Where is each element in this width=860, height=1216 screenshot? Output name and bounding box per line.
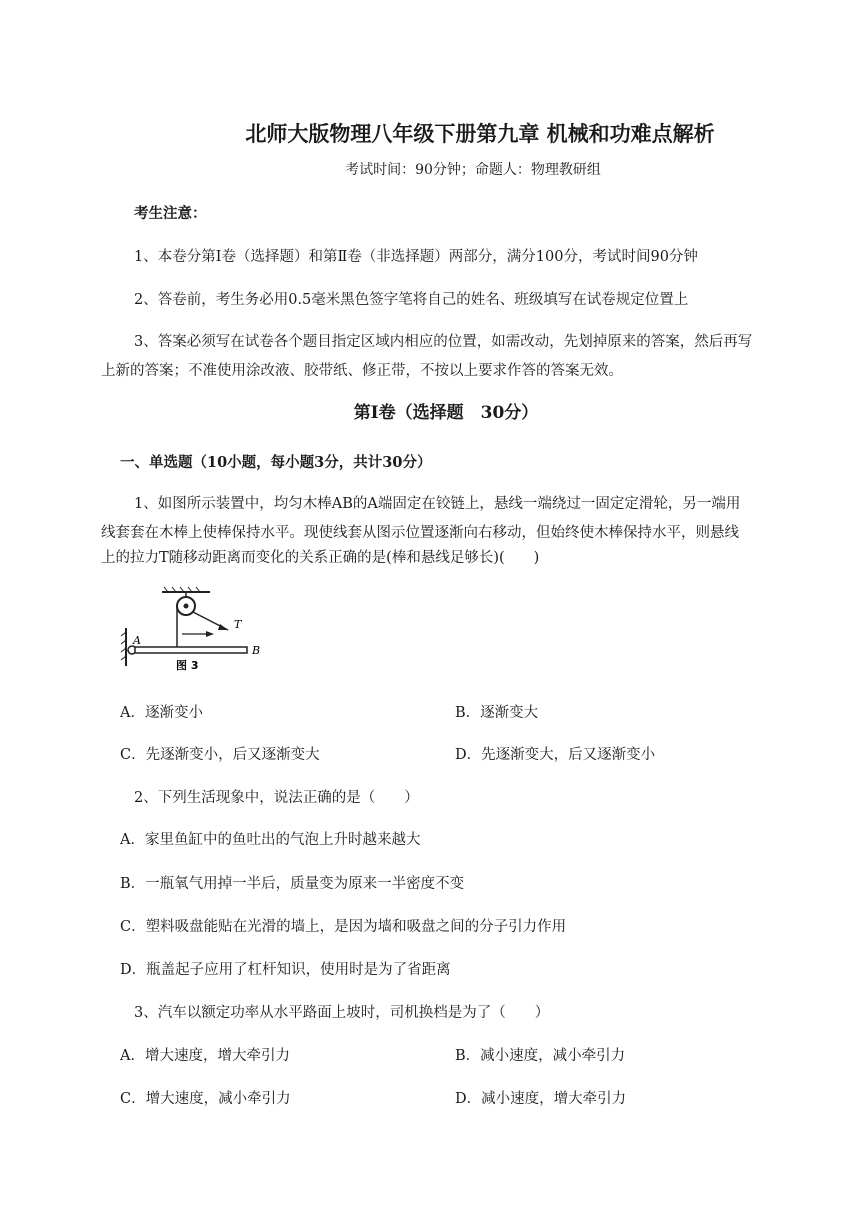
option: A．家里鱼缸中的鱼吐出的气泡上升时越来越大 [120,832,421,848]
option: A．逐渐变小 [120,705,203,721]
lever-pulley-diagram [120,586,270,676]
option: C．增大速度，减小牵引力 [120,1091,291,1107]
figure-caption: 图 3 [176,659,199,672]
option: A．增大速度，增大牵引力 [120,1048,290,1064]
option: B．一瓶氧气用掉一半后，质量变为原来一半密度不变 [120,876,465,892]
option: C．先逐渐变小，后又逐渐变大 [120,747,320,763]
wooden-rod [135,647,247,653]
notice-item: 2、答卷前，考生务必用0.5毫米黑色签字笔将自己的姓名、班级填写在试卷规定位置上 [134,292,689,308]
lever-pulley-figure [120,586,270,676]
option: D．先逐渐变大，后又逐渐变小 [455,747,656,763]
part-heading: 一、单选题（10小题，每小题3分，共计30分） [120,454,432,471]
notice-heading: 考生注意： [134,205,207,222]
notice-item: 3、答案必须写在试卷各个题目指定区域内相应的位置，如需改动，先划掉原来的答案，然后再写 [134,334,753,350]
option: D．减小速度，增大牵引力 [455,1091,627,1107]
notice-item-continued: 上新的答案；不准使用涂改液、胶带纸、修正带，不按以上要求作答的答案无效。 [101,363,623,379]
page-title: 北师大版物理八年级下册第九章 机械和功难点解析 [245,121,715,146]
label-a: A [133,634,141,647]
question-stem: 线套套在木棒上使棒保持水平。现使线套从图示位置逐渐向右移动，但始终使木棒保持水平，则悬线 [101,525,739,541]
question-stem: 上的拉力T随移动距离而变化的关系正确的是(棒和悬线足够长)( ) [101,550,540,566]
option: B．逐渐变大 [455,705,539,721]
section-title: 第Ⅰ卷（选择题 30分） [353,403,539,423]
question-stem: 1、如图所示装置中，均匀木棒AB的A端固定在铰链上，悬线一端绕过一固定定滑轮，另一端用 [134,496,741,512]
option: D．瓶盖起子应用了杠杆知识，使用时是为了省距离 [120,962,451,978]
question-stem: 2、下列生活现象中，说法正确的是（ ） [134,790,419,806]
notice-item: 1、本卷分第Ⅰ卷（选择题）和第Ⅱ卷（非选择题）两部分，满分100分，考试时间90分钟 [134,249,698,265]
label-b: B [252,644,261,657]
pulley-axle [184,604,189,609]
move-arrowhead [206,631,214,637]
label-t: T [234,618,242,631]
exam-info: 考试时间：90分钟；命题人：物理教研组 [345,162,601,178]
option: B．减小速度，减小牵引力 [455,1048,626,1064]
option: C．塑料吸盘能贴在光滑的墙上，是因为墙和吸盘之间的分子引力作用 [120,919,567,935]
question-stem: 3、汽车以额定功率从水平路面上坡时，司机换档是为了（ ） [134,1005,550,1021]
